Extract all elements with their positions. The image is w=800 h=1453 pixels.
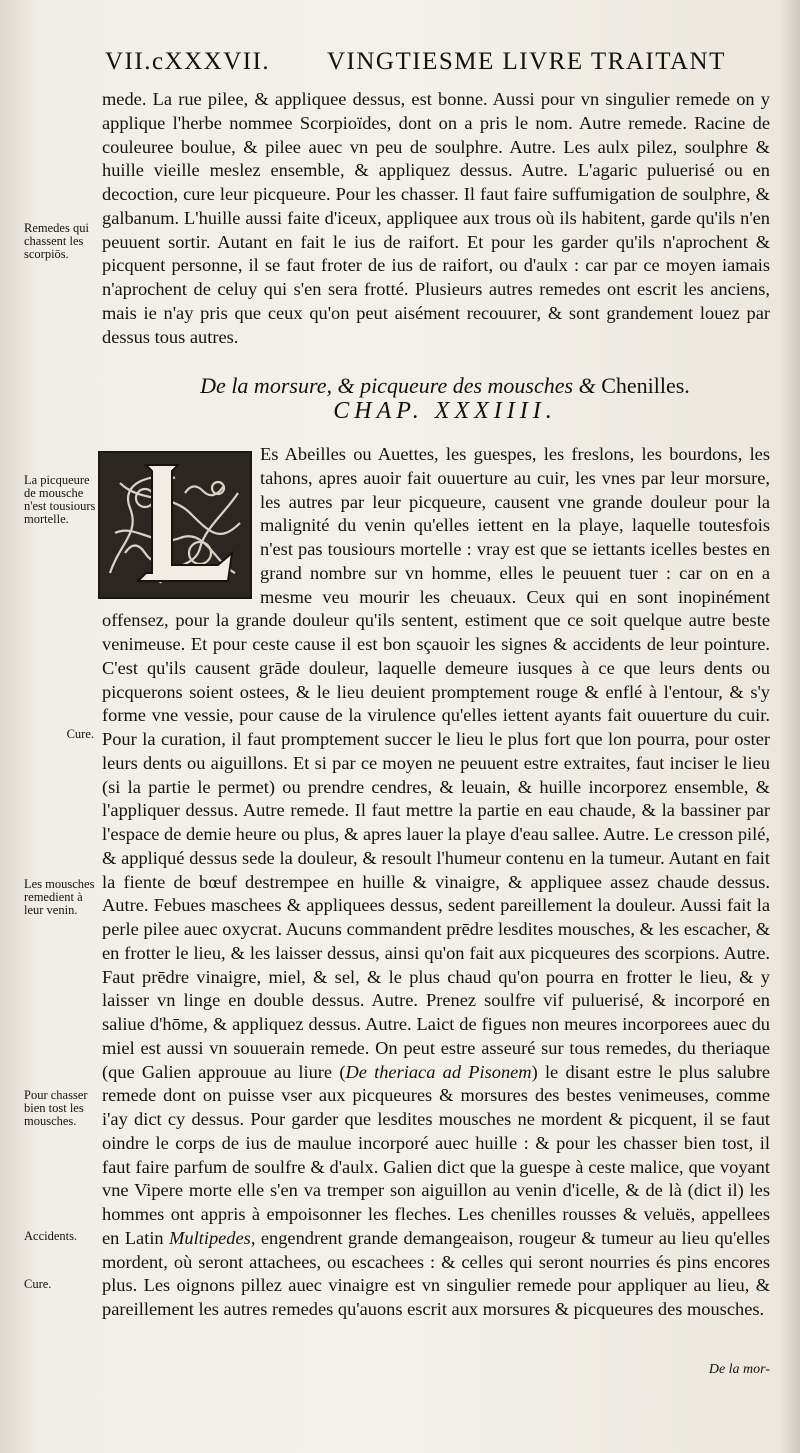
chapter-number: CHAP. XXXIIII. [333, 398, 557, 424]
paragraph-scorpion-remedies: mede. La rue pilee, & appliquee dessus, est bonne. Aussi pour vn singulier remede on y applique l'herbe nommee Scorpioïdes, dont on a pris le nom. Autre remede. Racine de couleuree boulue, & pilee auec vn peu de soulphre. Autre. Les aulx pilez, soulphre & huille vieille meslez ensemble, & appliquez dessus. Autre. L'agaric puluerisé ou en decoction, cure leur picqueure. Pour les chasser. Il faut faire suffumigation de soulphre, & galbanum. L'huille aussi faite d'iceux, appliquee aux trous où ils habitent, garde qu'ils n'en peuuent sortir. Autant en fait le ius de raifort. Et pour les garder qu'ils n'aprochent & picquent personne, il se faut froter de ius de raifort, ou d'aulx : car par ce moyen iamais n'aprochent de celuy qui s'en sera frotté. Plusieurs autres remedes ont escrit les anciens, mais ie n'ay pris que ceux qu'on peut aisément recouurer, & sont grandement louez par dessus tous autres. [102, 89, 770, 347]
margin-note: Remedes qui chassent les scorpiōs. [24, 221, 89, 261]
cited-work: De theriaca ad Pisonem [345, 1061, 532, 1082]
margin-note: Accidents. [24, 1229, 78, 1243]
paragraph-mousches: Es Abeilles ou Auettes, les guespes, les freslons, les bourdons, les tahons, apres auoir fait ouuerture au cuir, les vnes par leur morsure, les autres par leur picqueure, causent vne grande douleur pour la malignité du venin qu'elles iettent en la playe, laquelle toutesfois n'est pas tousiours mortelle : vray est que se iettants icelles bestes en grand nombre sur vn homme, elles le peuuent tuer : car on en a mesme veu mourir les cheuaux. Ceux qui en sont inopinément offensez, pour la grande douleur qu'ils sentent, estiment que ce soit quelque autre beste venimeuse. Et pour ceste cause il est bon sçauoir les signes & accidents de leur pointure. C'est qu'ils causent grāde douleur, laquelle demeure iusques à ce que leurs dents ou picquerons soient ostees, & le lieu deuient promptement rouge & enflé à l'entour, & s'y forme vne vessie, pour cause de la virulence qu'elles iettent ayants fait ouuerture du cuir. Pour la curation, il faut promptement succer le lieu le plus fort que lon pourra, pour oster leurs dents ou aiguillons. Et si par ce moyen ne peuuent estre extraites, faut inciser le lieu (si la partie le permet) ou prendre cendres, & leuain, & huille incorporez ensemble, & l'appliquer dessus. Autre remede. Il faut mettre la partie en eau chaude, & la bassiner par l'espace de demie heure ou plus, & apres lauer la playe d'eau sallee. Autre. Le cresson pilé, & appliqué dessus sede la douleur, & resoult l'humeur contenu en la tumeur. Autant en fait la fiente de bœuf destrempee en huille & vinaigre, & appliquee assez chaude dessus. Autre. Febues maschees & appliquees dessus, sedent pareillement la douleur. Aussi fait la perle pilee auec oxycrat. Aucuns commandent prēdre lesdites mousches, & les escacher, & en frotter le lieu, & les laisser dessus, ainsi qu'on fait aux picqueures des scorpions. Autre. Faut prēdre vinaigre, miel, & sel, & le plus chaud qu'on pourra en frotter le lieu, & y laisser vn linge en double dessus. Autre. Prenez soulfre vif puluerisé, & incorporé en saliue d'hōme, & appliquez dessus. Autre. Laict de figues non meures incorporees auec du miel est aussi vn souuerain remede. On peut estre asseuré sur tous remedes, du theriaque (que Galien approuue au liure (De theriaca ad Pisonem) le disant estre le plus salubre remede dont on puisse vser aux picqueures & morsures des bestes venimeuses, comme i'ay dict cy dessus. Pour garder que lesdites mousches ne mordent & picquent, il se faut oindre le corps de ius de maulue incorporé auec huille : & pour les chasser bien tost, il faut faire parfum de soulfre & d'aulx. Galien dict que la guespe à ceste malice, que voyant vne Vipere morte elle s'en va tremper son aiguillon au venin d'icelle, & de là (dict il) les hommes ont appris à empoisonner les fleches. Les chenilles rousses & veluës, appellees en Latin Multipedes, engendrent grande demangeaison, rougeur & tumeur au lieu qu'elles mordent, où seront attachees, ou escachees : & celles qui seront nourries és pins encores plus. Les oignons pillez auec vinaigre est vn singulier remede pour appliquer au lieu, & pareillement les autres remedes qu'auons escrit aux morsures & picqueures des mousches. [102, 444, 771, 1319]
margin-note: Les mousches remedient à leur venin. [24, 877, 95, 917]
opening-text: Es Abeilles ou Auettes, les guespes, les freslons, les bourdons, les tahons, apres auoir fait ouuerture au cuir, les vnes par leur morsure, les autres par leur picqueure, causent vne grande douleur pour la malignité du venin qu'elles iettent en la playe, laquelle toutesfois n'est pas tousiours mortelle : vray est que se iettants icelles bestes en grand nombre sur vn homme, elles le peuuent tuer : car on en a mesme veu mourir les cheuaux. Ceux qui en sont inopinément offensez, pour la grande douleur qu'ils sentent, estiment que ce soit quelque autre beste venimeuse. Et pour ceste cause il est bon sçauoir les signes & accidents de leur pointure. C'est qu'ils causent grāde douleur, laquelle demeure iusques à ce que leurs dents ou picquerons soient ostees, & le lieu deuient promptement rouge & enflé à l'entour, & s'y forme vne vessie, pour cause de la virulence qu'elles iettent ayants fait ouuerture du cuir. Pour la curation, il faut promptement succer le lieu le plus fort que lon pourra, pour oster leurs dents ou aiguillons. Et si par ce moyen ne peuuent estre extraites, faut inciser le lieu (si la partie le permet) ou prendre cendres, & leuain, & huille incorporez ensemble, & l'appliquer dessus. Autre remede. Il faut mettre la partie en eau chaude, & la bassiner par l'espace de demie heure ou plus, & apres lauer la playe d'eau sallee. Autre. Le cresson pilé, & appliqué dessus sede la douleur, & resoult l'humeur contenu en la tumeur. Autant en fait la fiente de bœuf destrempee en huille & vinaigre, & appliquee assez chaude dessus. Autre. Febues maschees & appliquees dessus, sedent pareillement la douleur. Aussi fait la perle pilee auec oxycrat. Aucuns commandent prēdre lesdites mousches, & les escacher, & en frotter le lieu, & les laisser dessus, ainsi qu'on fait aux picqueures des scorpions. Autre. Faut prēdre vinaigre, miel, & sel, & le plus chaud qu'on pourra en frotter le lieu, & y laisser vn linge en double dessus. Autre. Prenez soulfre vif puluerisé, & incorporé en saliue d'hōme, & appliquez dessus. Autre. Laict de figues non meures incorporees auec du miel est aussi vn souuerain remede. On peut estre asseuré sur tous remedes, du theriaque (que Galien approuue au liure [102, 444, 770, 1082]
ornament-icon [100, 453, 250, 597]
margin-note: Pour chasser bien tost les mousches. [24, 1088, 88, 1128]
folio-number: VII.cXXXVII. [105, 48, 271, 75]
text-block-scorpions [102, 88, 770, 349]
chapter-title [100, 372, 790, 399]
continuation-text: ) le disant estre le plus salubre remede dont on puisse vser aux picqueures & morsures des bestes venimeuses, comme i'ay dict cy dessus. Pour garder que lesdites mousches ne mordent & picquent, il se faut oindre le corps de ius de maulue incorporé auec huille : & pour les chasser bien tost, il faut faire parfum de soulfre & d'aulx. Galien dict que la guespe à ceste malice, que voyant vne Vipere morte elle s'en va tremper son aiguillon au venin d'icelle, & de là (dict il) les hommes ont appris à empoisonner les fleches. Les chenilles rousses & veluës, appellees en Latin [102, 1061, 771, 1248]
margin-note: Cure. [66, 727, 94, 741]
decorated-initial-L [98, 451, 252, 599]
chapter-title-italic: De la morsure, & picqueure des mousches & [200, 373, 596, 398]
ending-text: , engendrent grande demangeaison, rougeur & tumeur au lieu qu'elles mordent, où seront attachees, ou escachees : & celles qui seront nourries és pins encores plus. Les oignons pillez auec vinaigre est vn singulier remede pour appliquer au lieu, & pareillement les autres remedes qu'auons escrit aux morsures & picqueures des mousches. [102, 1227, 770, 1319]
catchword: De la mor- [708, 1362, 770, 1377]
text-block-mousches [102, 443, 770, 1322]
margin-note: Cure. [24, 1277, 52, 1291]
chapter-title-roman: Chenilles. [601, 373, 690, 398]
margin-note: La picqueure de mousche n'est tousiours mortelle. [24, 473, 96, 526]
running-head: VINGTIESME LIVRE TRAITANT [327, 48, 726, 75]
running-header [105, 44, 795, 84]
latin-term: Multipedes [169, 1227, 251, 1248]
